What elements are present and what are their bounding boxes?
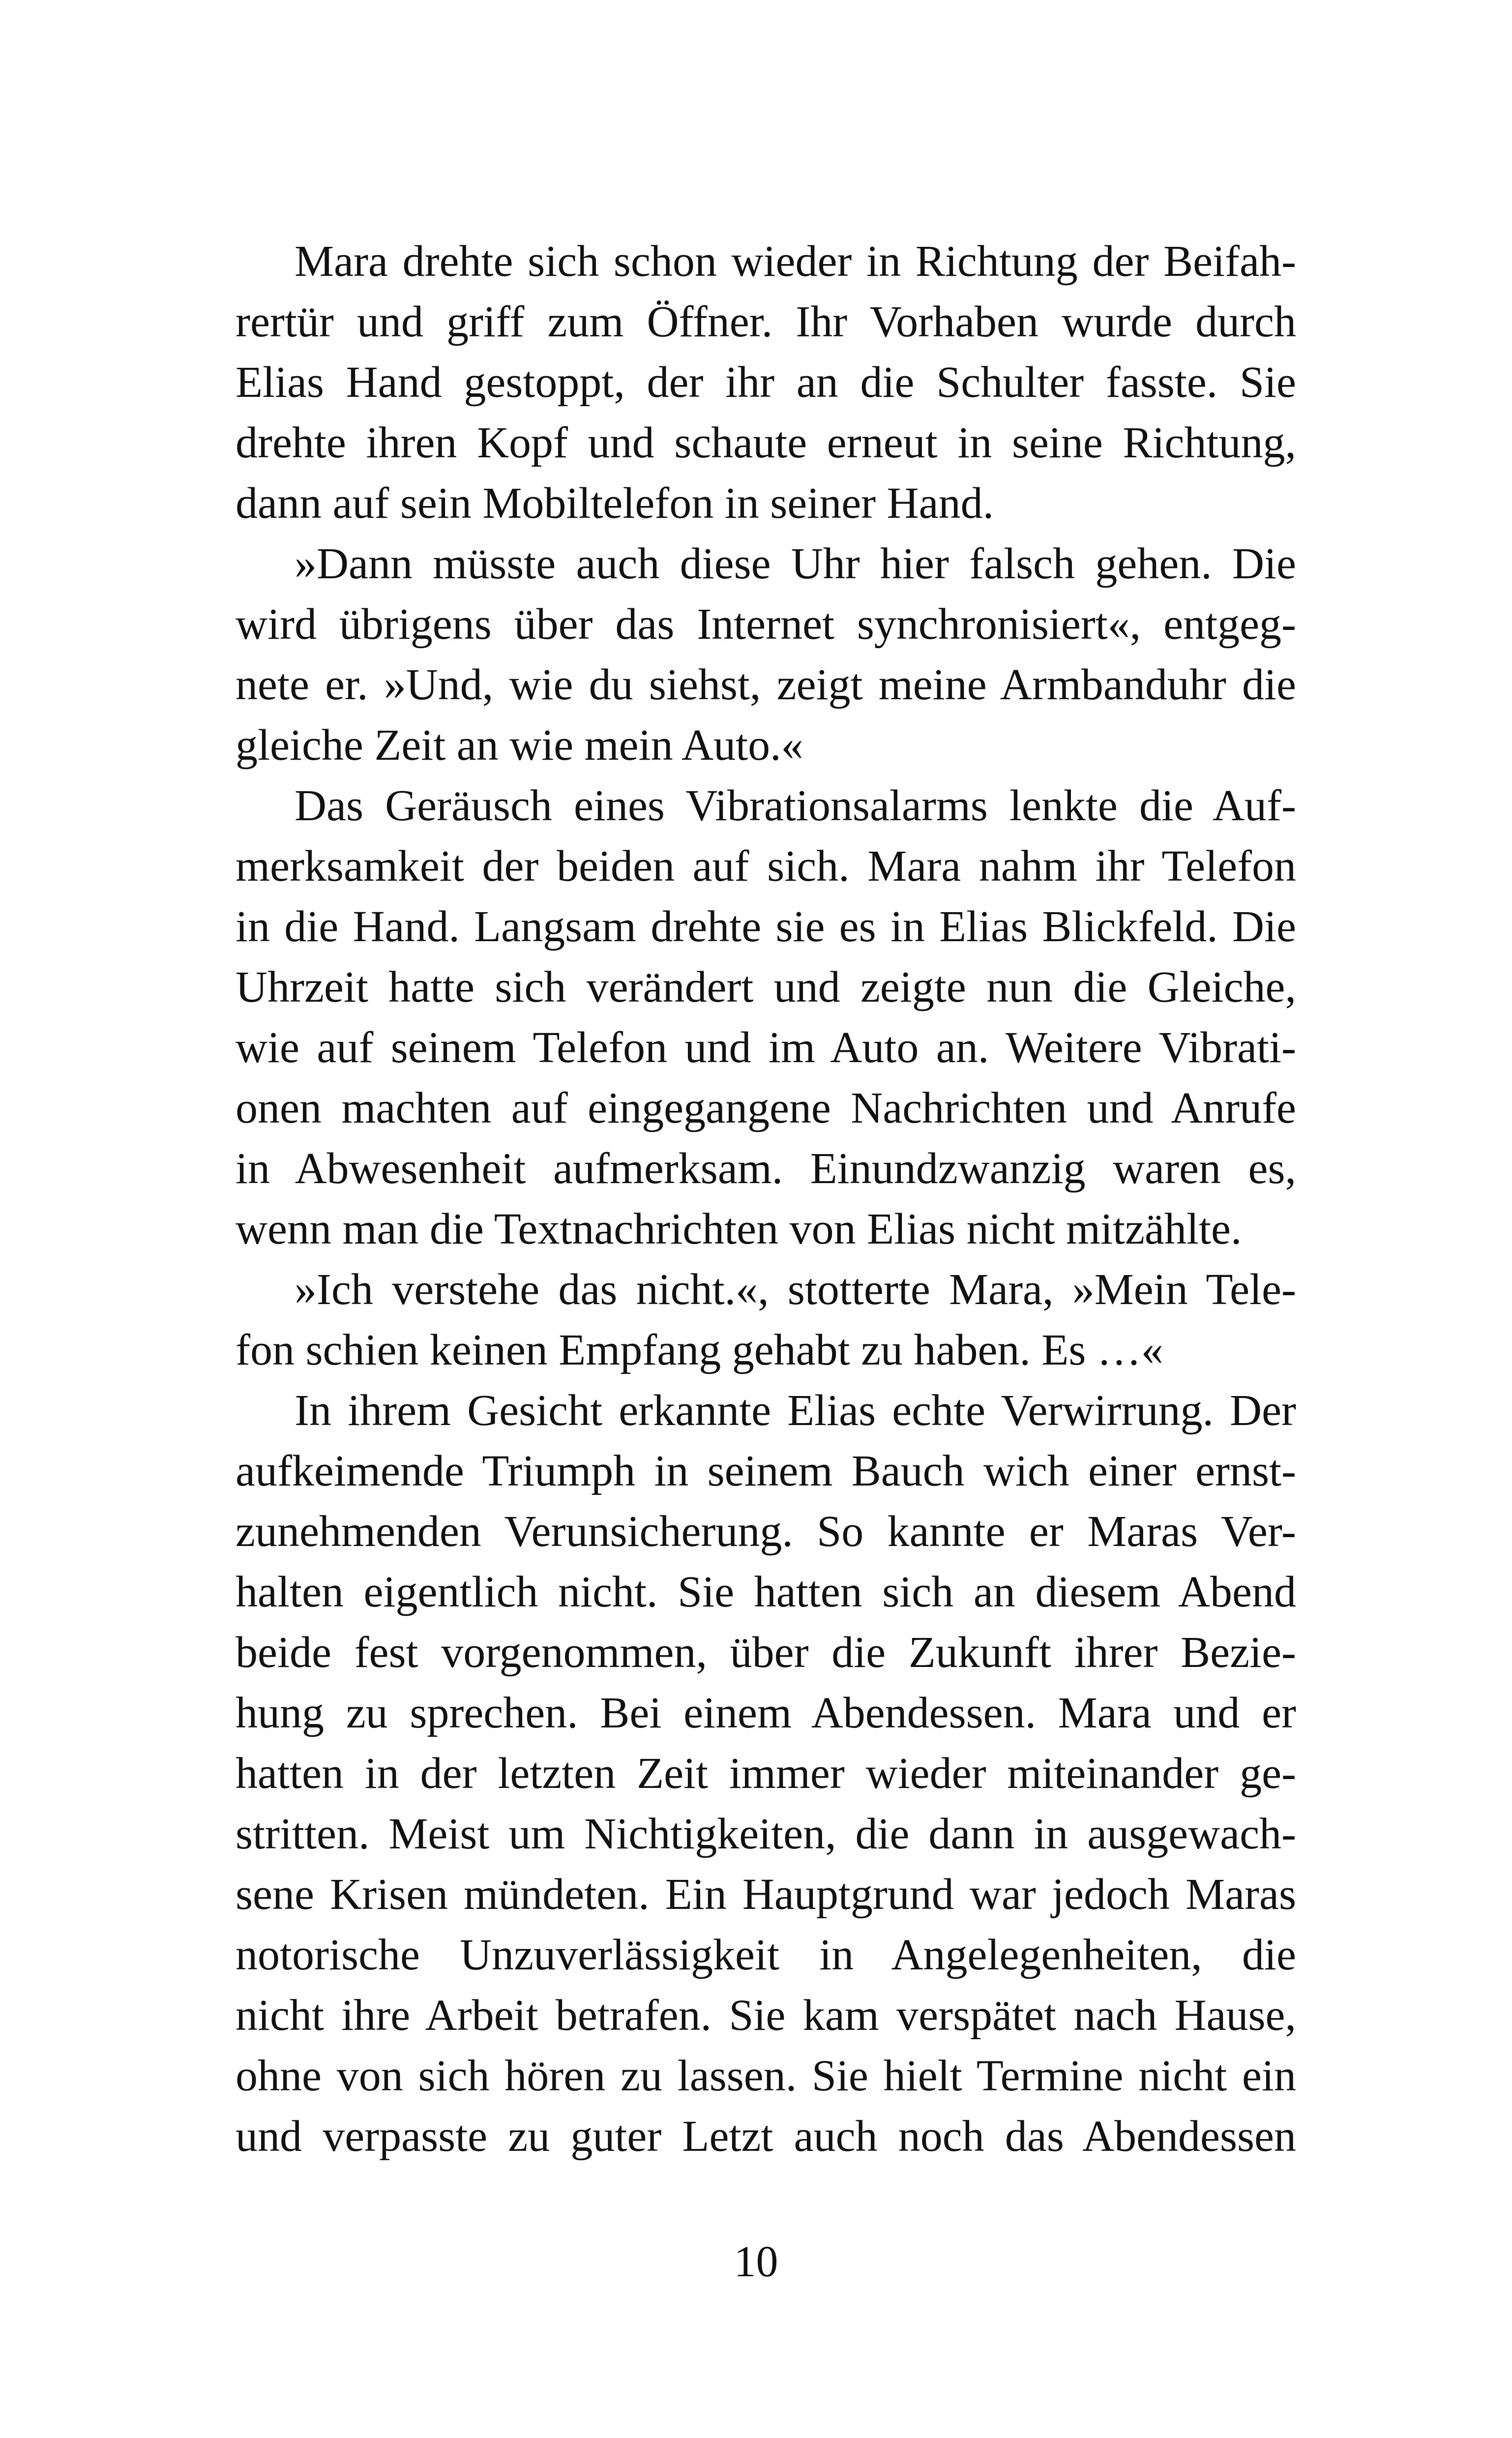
text-line: hung zu sprechen. Bei einem Abendessen. Mara und er [236, 1689, 1296, 1737]
text-line: onen machten auf eingegangene Nachrichten und Anrufe [236, 1084, 1296, 1132]
text-line: rertür und griff zum Öffner. Ihr Vorhaben wurde durch [236, 297, 1296, 346]
text-line: zunehmenden Verunsicherung. So kannte er Maras Ver- [236, 1507, 1296, 1556]
text-line: hatten in der letzten Zeit immer wieder miteinander ge- [236, 1749, 1296, 1798]
text-line: und verpasste zu guter Letzt auch noch das Abendessen [236, 2112, 1296, 2161]
text-line: Mara drehte sich schon wieder in Richtung der Beifah- [295, 237, 1296, 286]
text-line: Das Geräusch eines Vibrationsalarms lenkte die Auf- [295, 781, 1296, 830]
body-text [236, 231, 1296, 2167]
text-line: fon schien keinen Empfang gehabt zu haben. Es …« [236, 1326, 1163, 1374]
text-line: wird übrigens über das Internet synchronisiert«, entgeg- [236, 600, 1296, 649]
text-line: beide fest vorgenommen, über die Zukunft ihrer Bezie- [236, 1628, 1296, 1677]
text-line: stritten. Meist um Nichtigkeiten, die dann in ausgewach- [236, 1810, 1296, 1858]
text-line: aufkeimende Triumph in seinem Bauch wich einer ernst- [236, 1447, 1296, 1495]
text-line: sene Krisen mündeten. Ein Hauptgrund war jedoch Maras [236, 1870, 1296, 1919]
text-line: »Dann müsste auch diese Uhr hier falsch gehen. Die [295, 539, 1296, 588]
text-line: dann auf sein Mobiltelefon in seiner Hand. [236, 479, 994, 528]
text-line: nicht ihre Arbeit betrafen. Sie kam verspätet nach Hause, [236, 1991, 1296, 2040]
text-line: wie auf seinem Telefon und im Auto an. Weitere Vibrati- [236, 1023, 1296, 1072]
text-line: gleiche Zeit an wie mein Auto.« [236, 721, 803, 770]
text-line: ohne von sich hören zu lassen. Sie hielt Termine nicht ein [236, 2051, 1296, 2100]
text-line: In ihrem Gesicht erkannte Elias echte Verwirrung. Der [295, 1386, 1296, 1435]
text-line: in Abwesenheit aufmerksam. Einundzwanzig waren es, [236, 1144, 1296, 1193]
text-line: halten eigentlich nicht. Sie hatten sich an diesem Abend [236, 1568, 1296, 1616]
text-line: »Ich verstehe das nicht.«, stotterte Mara, »Mein Tele- [295, 1265, 1296, 1314]
text-line: drehte ihren Kopf und schaute erneut in seine Richtung, [236, 418, 1296, 467]
text-line: Elias Hand gestoppt, der ihr an die Schulter fasste. Sie [236, 358, 1296, 407]
text-line: wenn man die Textnachrichten von Elias nicht mitzählte. [236, 1205, 1242, 1253]
text-line: notorische Unzuverlässigkeit in Angelegenheiten, die [236, 1931, 1296, 1979]
text-line: merksamkeit der beiden auf sich. Mara nahm ihr Telefon [236, 842, 1296, 891]
text-line: in die Hand. Langsam drehte sie es in Elias Blickfeld. Die [236, 902, 1296, 951]
text-line: Uhrzeit hatte sich verändert und zeigte nun die Gleiche, [236, 963, 1296, 1011]
page-number: 10 [734, 2237, 778, 2286]
text-line: nete er. »Und, wie du siehst, zeigt meine Armbanduhr die [236, 660, 1296, 709]
